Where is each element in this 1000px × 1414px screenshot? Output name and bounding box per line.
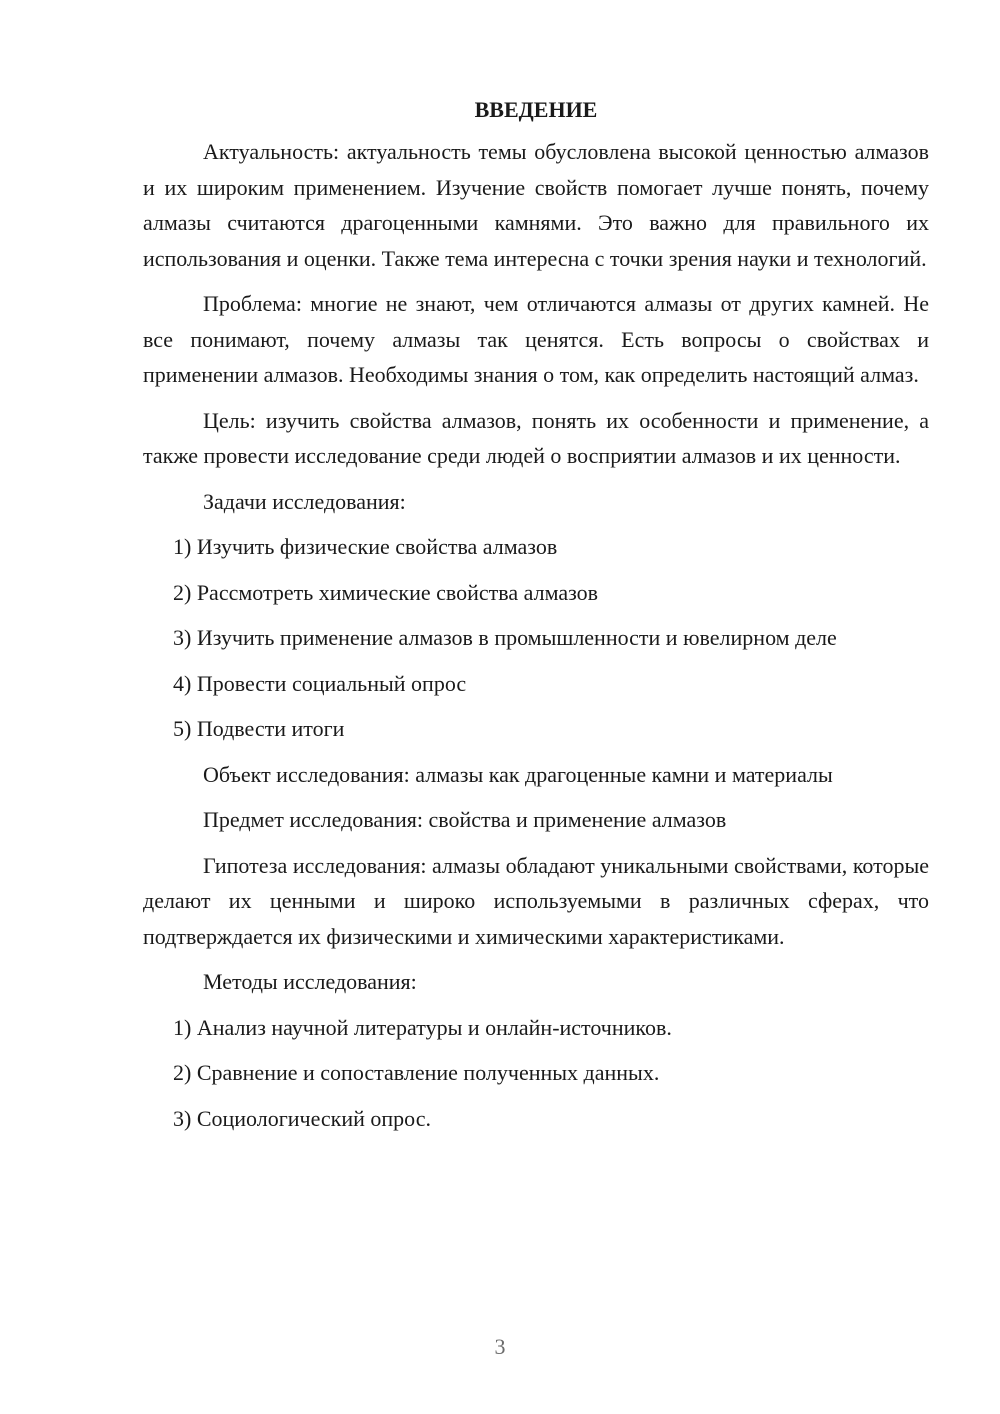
goal-paragraph: Цель: изучить свойства алмазов, понять их особенности и применение, а также провести исследование среди людей о восприятии алмазов и их ценности. — [143, 407, 929, 468]
hypothesis-paragraph: Гипотеза исследования: алмазы обладают уникальными свойствами, которые делают их ценными и широко используемыми в различных сферах, что подтверждается их физическими и химическими характеристиками. — [143, 852, 929, 949]
subject-line: Предмет исследования: свойства и применение алмазов — [203, 807, 727, 832]
list-item: 2) Сравнение и сопоставление полученных данных. — [173, 1060, 660, 1085]
page-title: ВВЕДЕНИЕ — [474, 97, 598, 122]
methods-heading: Методы исследования: — [203, 969, 417, 994]
document-page — [143, 92, 929, 1146]
page-number: 3 — [494, 1334, 506, 1359]
list-item: 1) Анализ научной литературы и онлайн-источников. — [173, 1014, 672, 1040]
list-item: 1) Изучить физические свойства алмазов — [173, 534, 558, 559]
problem-paragraph: Проблема: многие не знают, чем отличаются алмазы от других камней. Не все понимают, почему алмазы так ценятся. Есть вопросы о свойствах и применении алмазов. Необходимы знания о том, как определить настоящий алмаз. — [143, 291, 929, 387]
object-line: Объект исследования: алмазы как драгоценные камни и материалы — [203, 761, 833, 787]
list-item: 2) Рассмотреть химические свойства алмазов — [173, 579, 599, 605]
list-item: 4) Провести социальный опрос — [173, 670, 467, 696]
list-item: 3) Изучить применение алмазов в промышленности и ювелирном деле — [173, 625, 837, 650]
relevance-paragraph: Актуальность: актуальность темы обусловлена высокой ценностью алмазов и их широким применением. Изучение свойств помогает лучше понять, почему алмазы считаются драгоценными камнями. Это важно для правильного их использования и оценки. Также тема интересна с точки зрения науки и технологий. — [143, 139, 929, 271]
list-item: 5) Подвести итоги — [173, 716, 345, 741]
list-item: 3) Социологический опрос. — [173, 1105, 431, 1131]
tasks-heading: Задачи исследования: — [203, 488, 406, 514]
tasks-list — [143, 529, 929, 747]
methods-list — [143, 1010, 929, 1137]
